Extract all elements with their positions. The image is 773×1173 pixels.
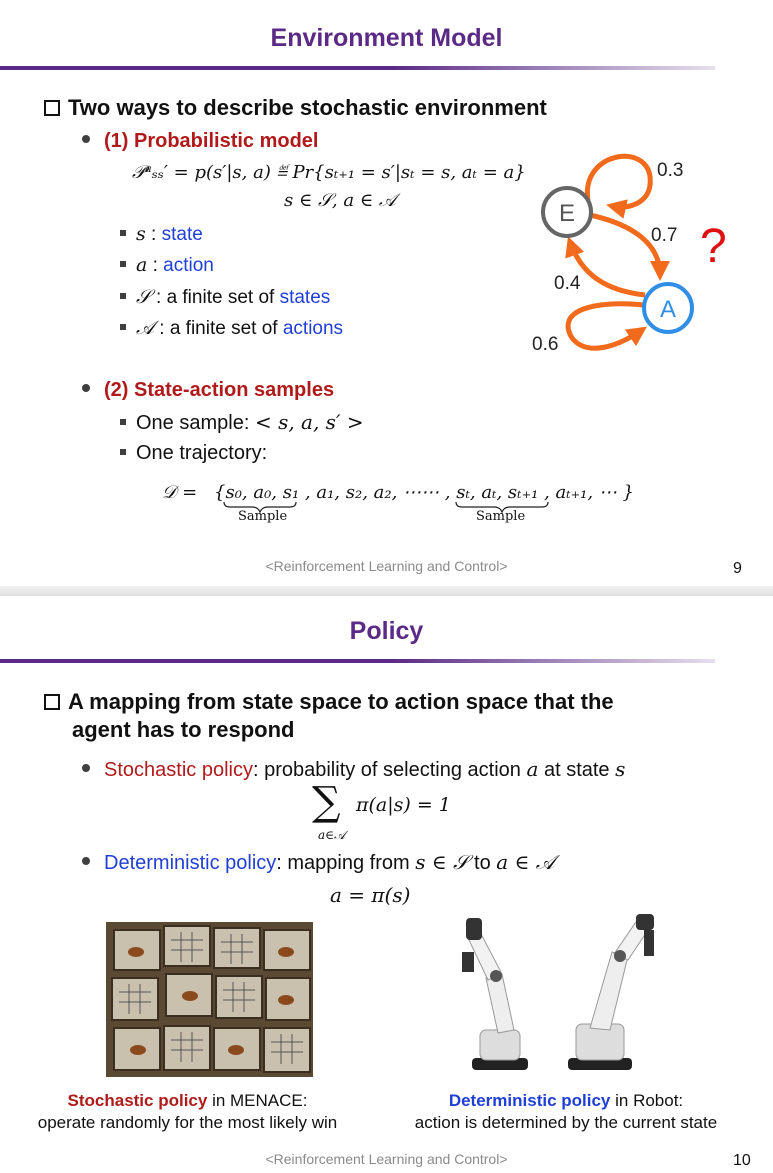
stochastic-sum-formula: π(a|s) = 1 (356, 794, 451, 816)
sum-symbol: ∑ (312, 779, 341, 825)
transition-formula: 𝒫ᵃₛₛ′ = p(s′|s, a) ≝ Pr{sₜ₊₁ = s′|sₜ = s, aₜ = a} (132, 162, 526, 183)
formula-domain: s ∈ 𝒮, a ∈ 𝒜 (284, 190, 396, 211)
node-a-label: A (659, 296, 677, 323)
arrow-a-to-a (568, 304, 644, 348)
square-dot-icon (120, 293, 126, 299)
slide1-title: Environment Model (270, 24, 503, 52)
item-states-set: 𝒮 : a finite set of states (120, 286, 330, 309)
bullet-state-action-samples (82, 379, 334, 402)
slide2-heading (44, 688, 614, 716)
item-one-sample: One sample: < s, a, s′ > (120, 410, 364, 435)
robot-arm-left (462, 918, 528, 1070)
square-dot-icon (120, 230, 126, 236)
square-bullet-icon (44, 100, 60, 116)
item-one-trajectory: One trajectory: (120, 442, 267, 465)
sum-subscript: a∈𝒜 (318, 828, 346, 842)
bullet1-text: (1) Probabilistic model (104, 130, 319, 152)
bullet-dot-icon (82, 857, 90, 865)
prob-a-e: 0.4 (554, 273, 581, 294)
robot-arm-right (568, 914, 654, 1070)
prob-e-e: 0.3 (657, 160, 684, 181)
slide2-heading-line1: A mapping from state space to action space that the (68, 689, 614, 714)
node-e-label: E (558, 200, 576, 227)
bullet-stochastic-policy: Stochastic policy: probability of selecting action a at state s (82, 757, 625, 782)
slide2-page-number: 10 (733, 1152, 751, 1169)
slide2-heading-line2: agent has to respond (72, 717, 295, 742)
bullet2-text: (2) State-action samples (104, 379, 335, 401)
slide-separator (0, 586, 773, 596)
square-bullet-icon (44, 694, 60, 710)
slide1-heading (44, 94, 547, 122)
prob-e-a: 0.7 (651, 225, 678, 246)
prob-a-a: 0.6 (532, 334, 559, 355)
square-dot-icon (120, 324, 126, 330)
trajectory-sequence: {s₀, a₀, s₁ , a₁, s₂, a₂, ⋯⋯ , sₜ, aₜ, sₜ₊₁ , aₜ₊₁, ⋯ } (214, 482, 634, 503)
trajectory-lhs: 𝒟 = (162, 482, 198, 503)
arrow-e-to-a (590, 215, 660, 275)
bullet-dot-icon (82, 135, 90, 143)
menace-matchbox-image (106, 922, 313, 1077)
deterministic-formula: a = π(s) (330, 883, 411, 907)
caption-robot: Deterministic policy in Robot: action is determined by the current state (414, 1091, 718, 1132)
slide1-heading-text: Two ways to describe stochastic environment (68, 95, 547, 120)
title-underline (0, 66, 715, 70)
slide2-title: Policy (349, 617, 424, 645)
question-mark: ? (700, 220, 727, 273)
robot-arms-image (440, 908, 670, 1078)
arrow-a-to-e (570, 242, 645, 295)
bullet-deterministic-policy: Deterministic policy: mapping from s ∈ 𝒮 to a ∈ 𝒜 (82, 850, 555, 875)
bullet-probabilistic-model (82, 130, 318, 153)
slide2-footer: <Reinforcement Learning and Control> (265, 1151, 508, 1167)
arrow-e-to-e (587, 156, 650, 207)
caption-menace: Stochastic policy in MENACE: operate randomly for the most likely win (37, 1091, 338, 1132)
slide1-page-number: 9 (733, 560, 742, 577)
title-underline (0, 659, 715, 663)
bullet-dot-icon (82, 764, 90, 772)
bullet-dot-icon (82, 384, 90, 392)
square-dot-icon (120, 261, 126, 267)
sample-label-2: Sample (476, 509, 526, 524)
slide1-footer: <Reinforcement Learning and Control> (265, 558, 508, 574)
state-transition-diagram (520, 140, 760, 370)
item-state: s : state (120, 223, 203, 246)
square-dot-icon (120, 419, 126, 425)
item-actions-set: 𝒜 : a finite set of actions (120, 317, 343, 340)
item-action: a : action (120, 254, 214, 277)
sample-label-1: Sample (238, 509, 288, 524)
square-dot-icon (120, 449, 126, 455)
